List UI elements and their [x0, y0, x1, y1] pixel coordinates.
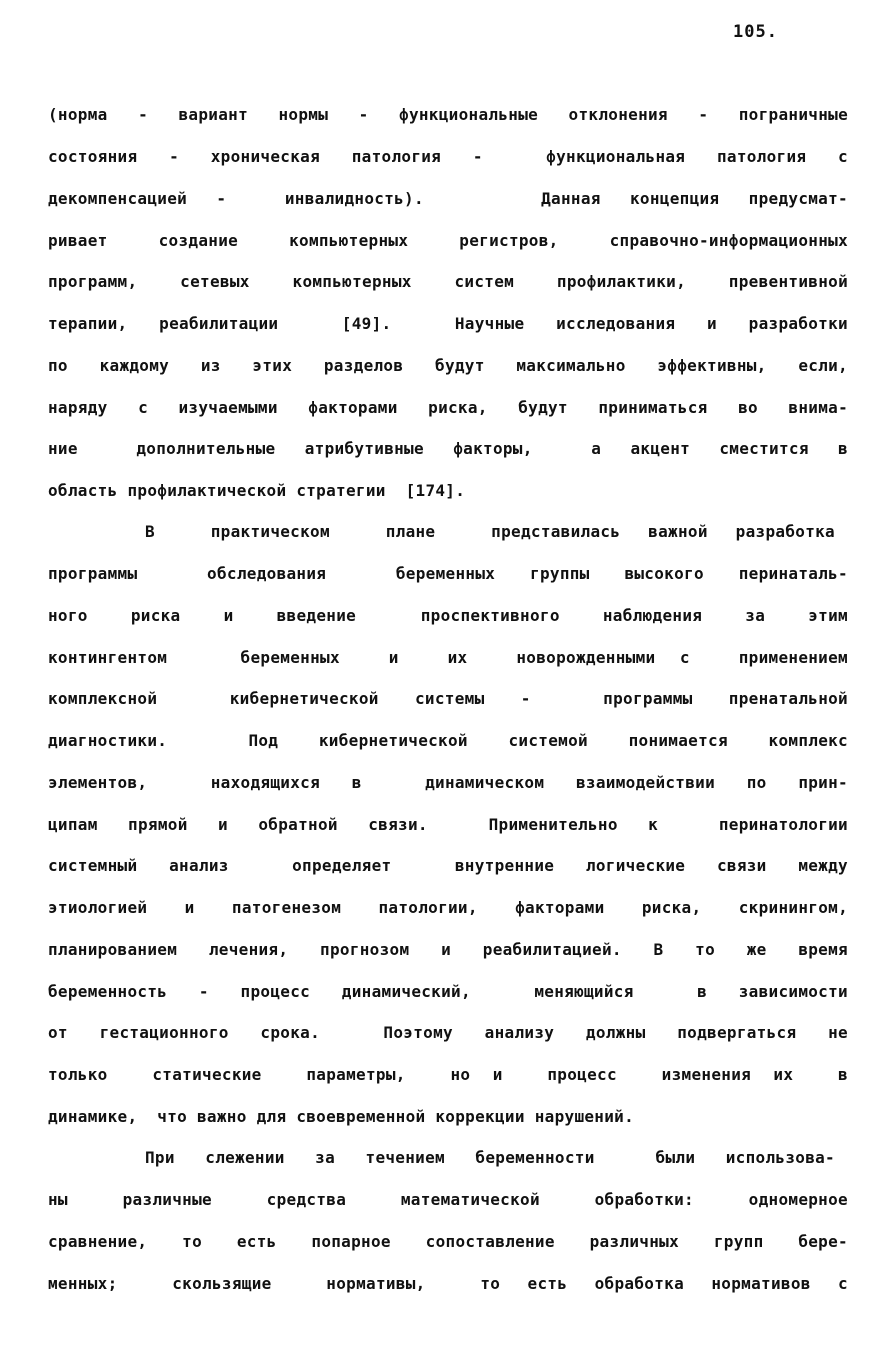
text-line-24: только статические параметры, но и процесс изменения их в — [48, 1065, 848, 1084]
text-line-7: по каждому из этих разделов будут максимально эффективны, если, — [48, 356, 848, 375]
text-line-10: область профилактической стратегии [174]. — [48, 481, 466, 500]
text-line-6: терапии, реабилитации [49]. Научные исследования и разработки — [48, 314, 848, 333]
text-line-20: этиологией и патогенезом патологии, факторами риска, скринингом, — [48, 898, 848, 917]
text-line-15: комплексной кибернетической системы - программы пренатальной — [48, 689, 848, 708]
text-line-28: сравнение, то есть попарное сопоставление различных групп бере- — [48, 1232, 848, 1251]
text-line-12: программы обследования беременных группы высокого перинаталь- — [48, 564, 848, 583]
text-line-5: программ, сетевых компьютерных систем профилактики, превентивной — [48, 272, 848, 291]
text-line-16: диагностики. Под кибернетической системой понимается комплекс — [48, 731, 848, 750]
text-line-25: динамике, что важно для своевременной коррекции нарушений. — [48, 1107, 635, 1126]
text-line-29: менных; скользящие нормативы, то есть обработка нормативов с — [48, 1274, 848, 1293]
text-line-17: элементов, находящихся в динамическом взаимодействии по прин- — [48, 773, 848, 792]
text-line-3: декомпенсацией - инвалидность). Данная концепция предусмат- — [48, 189, 848, 208]
text-line-22: беременность - процесс динамический, меняющийся в зависимости — [48, 982, 848, 1001]
page-number: 105. — [733, 22, 778, 42]
text-line-8: наряду с изучаемыми факторами риска, будут приниматься во внима- — [48, 398, 848, 417]
text-line-23: от гестационного срока. Поэтому анализу должны подвергаться не — [48, 1023, 848, 1042]
text-line-26: При слежении за течением беременности были использова- — [145, 1148, 835, 1167]
text-line-27: ны различные средства математической обработки: одномерное — [48, 1190, 848, 1209]
text-line-2: состояния - хроническая патология - функциональная патология с — [48, 147, 848, 166]
text-line-13: ного риска и введение проспективного наблюдения за этим — [48, 606, 848, 625]
text-line-14: контингентом беременных и их новорожденными с применением — [48, 648, 848, 667]
text-line-4: ривает создание компьютерных регистров, справочно-информационных — [48, 231, 848, 250]
text-line-11: В практическом плане представилась важной разработка — [145, 522, 835, 541]
text-line-18: ципам прямой и обратной связи. Применительно к перинатологии — [48, 815, 848, 834]
text-line-21: планированием лечения, прогнозом и реабилитацией. В то же время — [48, 940, 848, 959]
text-line-9: ние дополнительные атрибутивные факторы, а акцент сместится в — [48, 439, 848, 458]
text-line-1: (норма - вариант нормы - функциональные отклонения - пограничные — [48, 105, 848, 124]
text-line-19: системный анализ определяет внутренние логические связи между — [48, 856, 848, 875]
